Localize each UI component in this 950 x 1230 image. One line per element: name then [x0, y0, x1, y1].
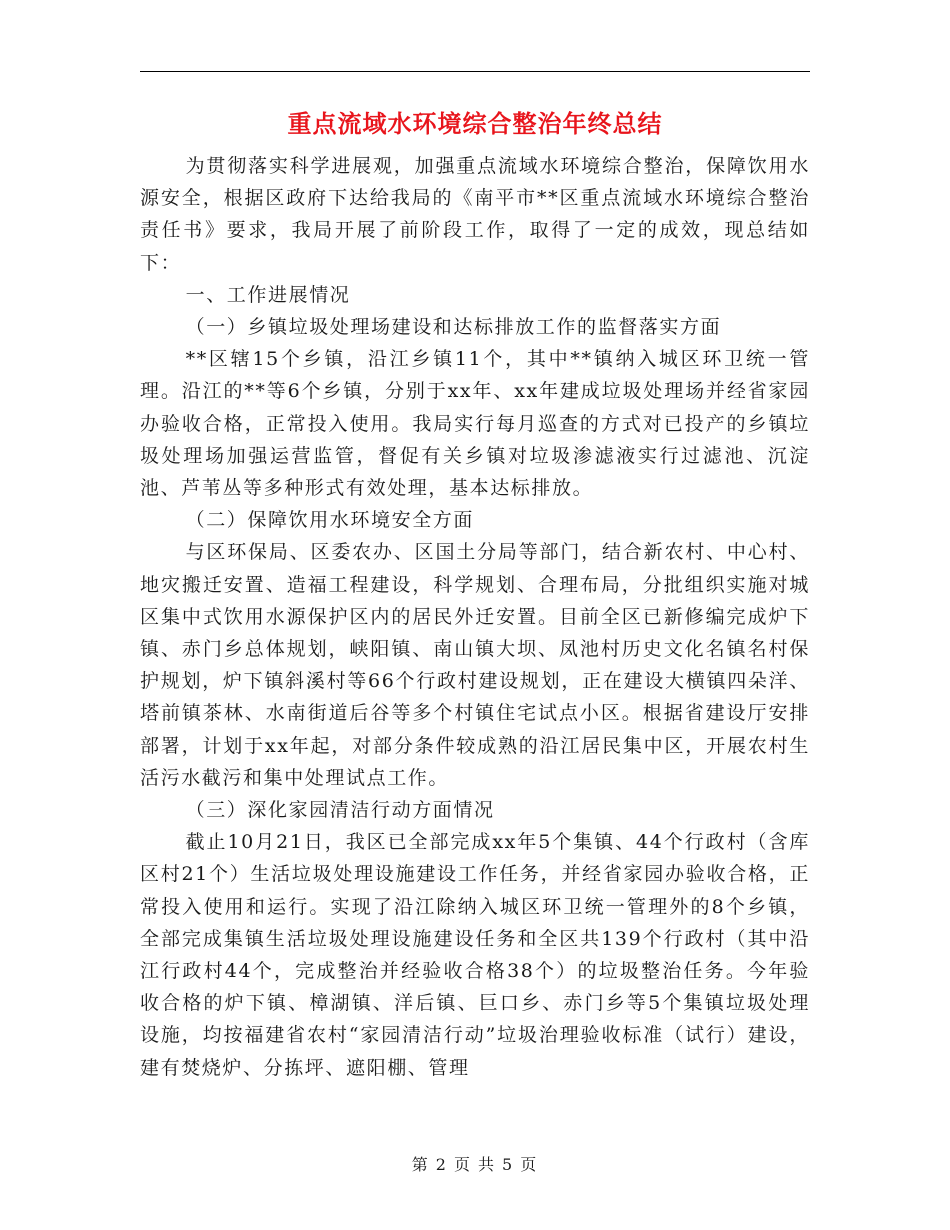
document-body — [140, 150, 810, 1084]
section-heading-1: 一、工作进展情况 — [185, 283, 351, 306]
body-paragraph-3: 截止10月21日，我区已全部完成xx年5个集镇、44个行政村（含库区村21个）生活垃圾处理设施建设工作任务，并经省家园办验收合格，正常投入使用和运行。实现了沿江除纳入城区环卫统一管理外的8个乡镇，全部完成集镇生活垃圾处理设施建设任务和全区共139个行政村（其中沿江行政村44个，完成整治并经验收合格38个）的垃圾整治任务。今年验收合格的炉下镇、樟湖镇、洋后镇、巨口乡、赤门乡等5个集镇垃圾处理设施，均按福建省农村“家园清洁行动”垃圾治理验收标准（试行）建设，建有焚烧炉、分拣坪、遮阳棚、管理 — [140, 831, 810, 1079]
subsection-heading-3: （三）深化家园清洁行动方面情况 — [185, 799, 495, 822]
footer-page-current: 2 — [435, 1155, 448, 1174]
footer-total-word: 共 — [478, 1155, 497, 1174]
body-paragraph-2: 与区环保局、区委农办、区国土分局等部门，结合新农村、中心村、地灾搬迁安置、造福工程建设，科学规划、合理布局，分批组织实施对城区集中式饮用水源保护区内的居民外迁安置。目前全区已新修编完成炉下镇、赤门乡总体规划，峡阳镇、南山镇大坝、凤池村历史文化名镇名村保护规划，炉下镇斜溪村等66个行政村建设规划，正在建设大横镇四朵洋、塔前镇茶林、水南街道后谷等多个村镇住宅试点小区。根据省建设厅安排部署，计划于xx年起，对部分条件较成熟的沿江居民集中区，开展农村生活污水截污和集中处理试点工作。 — [140, 541, 810, 789]
subsection-heading-2: （二）保障饮用水环境安全方面 — [185, 509, 474, 532]
intro-paragraph: 为贯彻落实科学进展观，加强重点流域水环境综合整治，保障饮用水源安全，根据区政府下达给我局的《南平市**区重点流域水环境综合整治责任书》要求，我局开展了前阶段工作，取得了一定的成效，现总结如下： — [140, 155, 810, 274]
body-paragraph-1: **区辖15个乡镇，沿江乡镇11个，其中**镇纳入城区环卫统一管理。沿江的**等6个乡镇，分别于xx年、xx年建成垃圾处理场并经省家园办验收合格，正常投入使用。我局实行每月巡查的方式对已投产的乡镇垃圾处理场加强运营监管，督促有关乡镇对垃圾渗滤液实行过滤池、沉淀池、芦苇丛等多种形式有效处理，基本达标排放。 — [140, 348, 810, 500]
footer-prefix: 第 — [411, 1155, 430, 1174]
header-rule — [140, 71, 810, 72]
footer-suffix: 页 — [520, 1155, 539, 1174]
footer-page-word: 页 — [453, 1155, 472, 1174]
document-title: 重点流域水环境综合整治年终总结 — [287, 109, 663, 138]
subsection-heading-1: （一）乡镇垃圾处理场建设和达标排放工作的监督落实方面 — [185, 316, 722, 339]
footer-page-total: 5 — [502, 1155, 515, 1174]
page-footer — [140, 1152, 810, 1175]
